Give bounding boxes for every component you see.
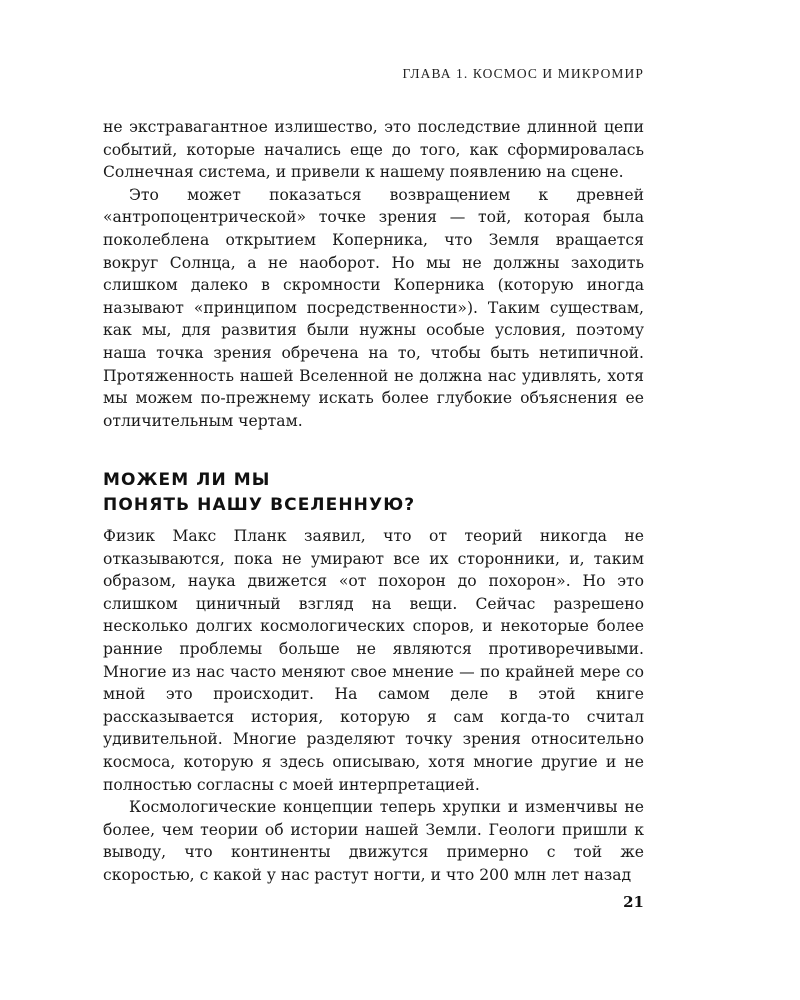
paragraph-anthropocentric: Это может показаться возвращением к древней «антропоцентрической» точке зрения — той, которая была поколеблена открытием Коперника, что Земля вращается вокруг Солнца, а не наоборот. Но мы не должны заходить слишком далеко в скромности Коперника (которую иногда называют «принципом посредственности»). Таким существам, как мы, для развития были нужны особые условия, поэтому наша точка зрения обречена на то, чтобы быть нетипичной. Протяженность нашей Вселенной не должна нас удивлять, хотя мы можем по-прежнему искать более глубокие объяснения ее отличительным чертам. <box>103 185 644 430</box>
body-text-top <box>103 116 644 432</box>
paragraph-continuation: не экстравагантное излишество, это последствие длинной цепи событий, которые начались еще до того, как сформировалась Солнечная система, и привели к нашему появлению на сцене. <box>103 118 644 182</box>
paragraph-planck: Физик Макс Планк заявил, что от теорий никогда не отказываются, пока не умирают все их сторонники, и, таким образом, наука движется «от похорон до похорон». Но это слишком циничный взгляд на вещи. Сейчас разрешено несколько долгих космологических споров, и некоторые более ранние проблемы больше не являются противоречивыми. Многие из нас часто меняют свое мнение — по крайней мере со мной это происходит. На самом деле в этой книге рассказывается история, которую я сам когда-то считал удивительной. Многие разделяют точку зрения относительно космоса, которую я здесь описываю, хотя многие другие и не полностью согласны с моей интерпретацией. <box>103 527 644 794</box>
body-text-bottom <box>103 525 644 887</box>
section-heading-line-1: МОЖЕМ ЛИ МЫ <box>103 470 271 490</box>
section-heading-line-2: ПОНЯТЬ НАШУ ВСЕЛЕННУЮ? <box>103 495 416 515</box>
paragraph-cosmological-concepts: Космологические концепции теперь хрупки и изменчивы не более, чем теории об истории нашей Земли. Геологи пришли к выводу, что континенты движутся примерно с той же скоростью, с какой у нас растут ногти, и что 200 млн лет назад <box>103 798 644 884</box>
page-number: 21 <box>623 893 644 911</box>
running-header: ГЛАВА 1. КОСМОС И МИКРОМИР <box>402 66 644 81</box>
section-heading <box>103 468 644 518</box>
